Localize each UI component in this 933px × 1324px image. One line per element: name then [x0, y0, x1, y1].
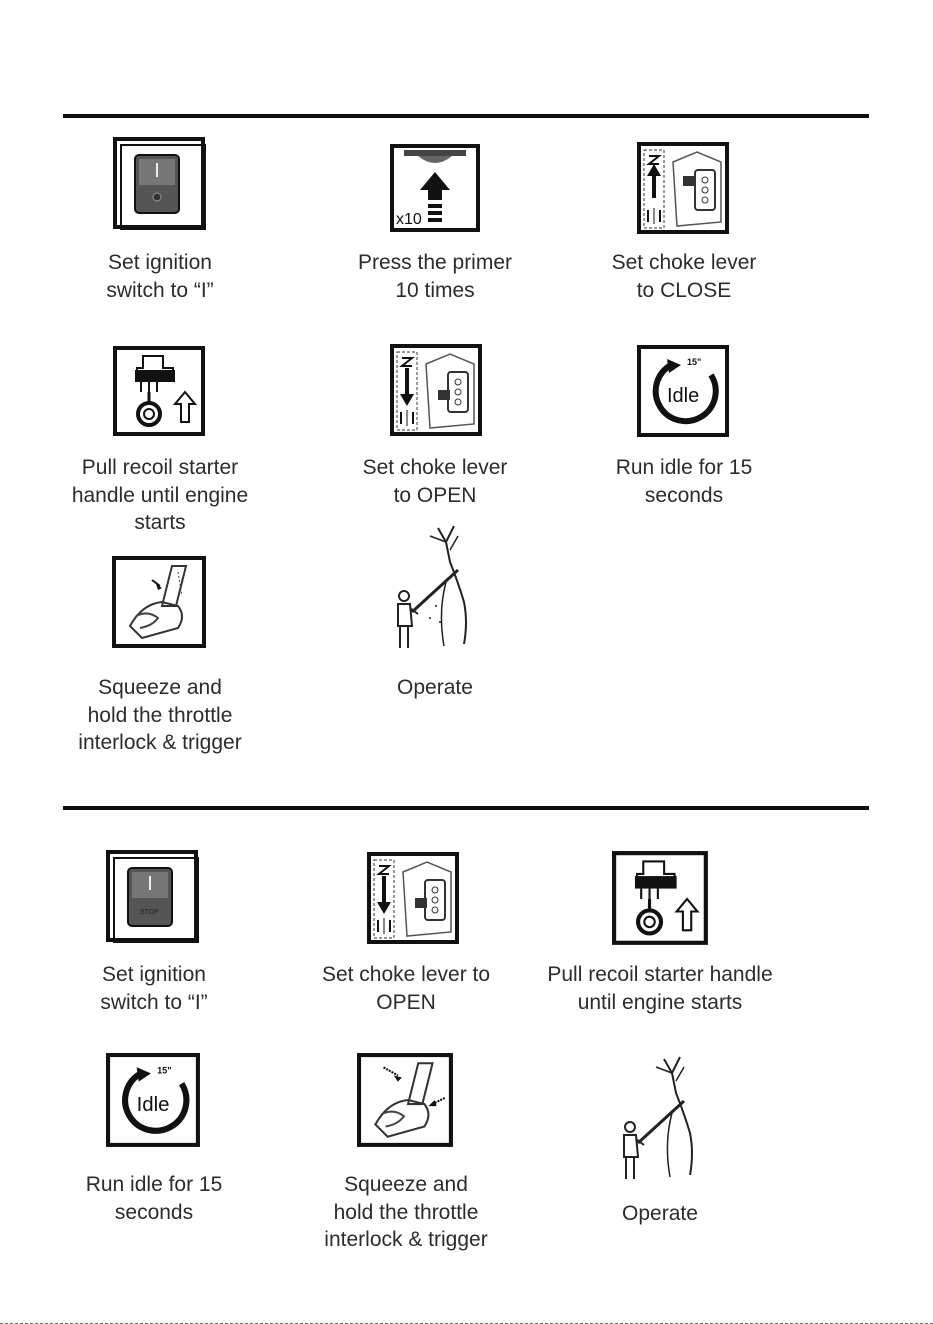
- choke-open-icon: [367, 852, 461, 946]
- step-label: Set ignition switch to “I”: [100, 963, 208, 1014]
- step-label: Set ignition switch to “I”: [106, 251, 214, 302]
- primer-bulb-icon: [390, 144, 482, 234]
- step-label: Set choke lever to CLOSE: [611, 251, 757, 302]
- idle-timer-icon: [106, 1053, 202, 1149]
- step-label: Run idle for 15 seconds: [615, 456, 753, 507]
- ignition-switch-icon: [113, 137, 209, 233]
- primer-count-text: x10: [396, 211, 422, 228]
- step-label: Press the primer 10 times: [357, 251, 513, 302]
- operator-pruning-icon: [614, 1050, 704, 1190]
- choke-open-icon: [390, 344, 484, 438]
- throttle-trigger-icon: [112, 556, 208, 650]
- throttle-trigger-icon: [357, 1052, 455, 1150]
- step-label: Set choke lever to OPEN: [362, 456, 508, 507]
- section-divider-bottom: [63, 806, 869, 810]
- ignition-switch-icon: [106, 850, 202, 946]
- step-label: Operate: [397, 676, 473, 699]
- idle-timer-icon: [637, 345, 731, 439]
- step-label: Pull recoil starter handle until engine starts: [71, 456, 249, 534]
- recoil-starter-icon: [113, 346, 207, 438]
- section-divider-top: [63, 114, 869, 118]
- step-label: Squeeze and hold the throttle interlock & trigger: [78, 676, 242, 754]
- step-label: Run idle for 15 seconds: [85, 1173, 223, 1224]
- choke-close-icon: [637, 142, 731, 236]
- step-label: Squeeze and hold the throttle interlock & trigger: [324, 1173, 488, 1251]
- idle-text: Idle: [136, 1094, 170, 1117]
- step-label: Operate: [622, 1202, 698, 1225]
- idle-time-text: 15": [687, 357, 702, 367]
- step-label: Set choke lever to OPEN: [321, 963, 491, 1014]
- stop-text: STOP: [140, 909, 159, 916]
- idle-time-text: 15": [157, 1065, 172, 1076]
- operator-pruning-icon: [388, 522, 478, 656]
- recoil-starter-icon: [612, 850, 710, 948]
- idle-text: Idle: [667, 385, 700, 407]
- step-label: Pull recoil starter handle until engine starts: [547, 963, 773, 1014]
